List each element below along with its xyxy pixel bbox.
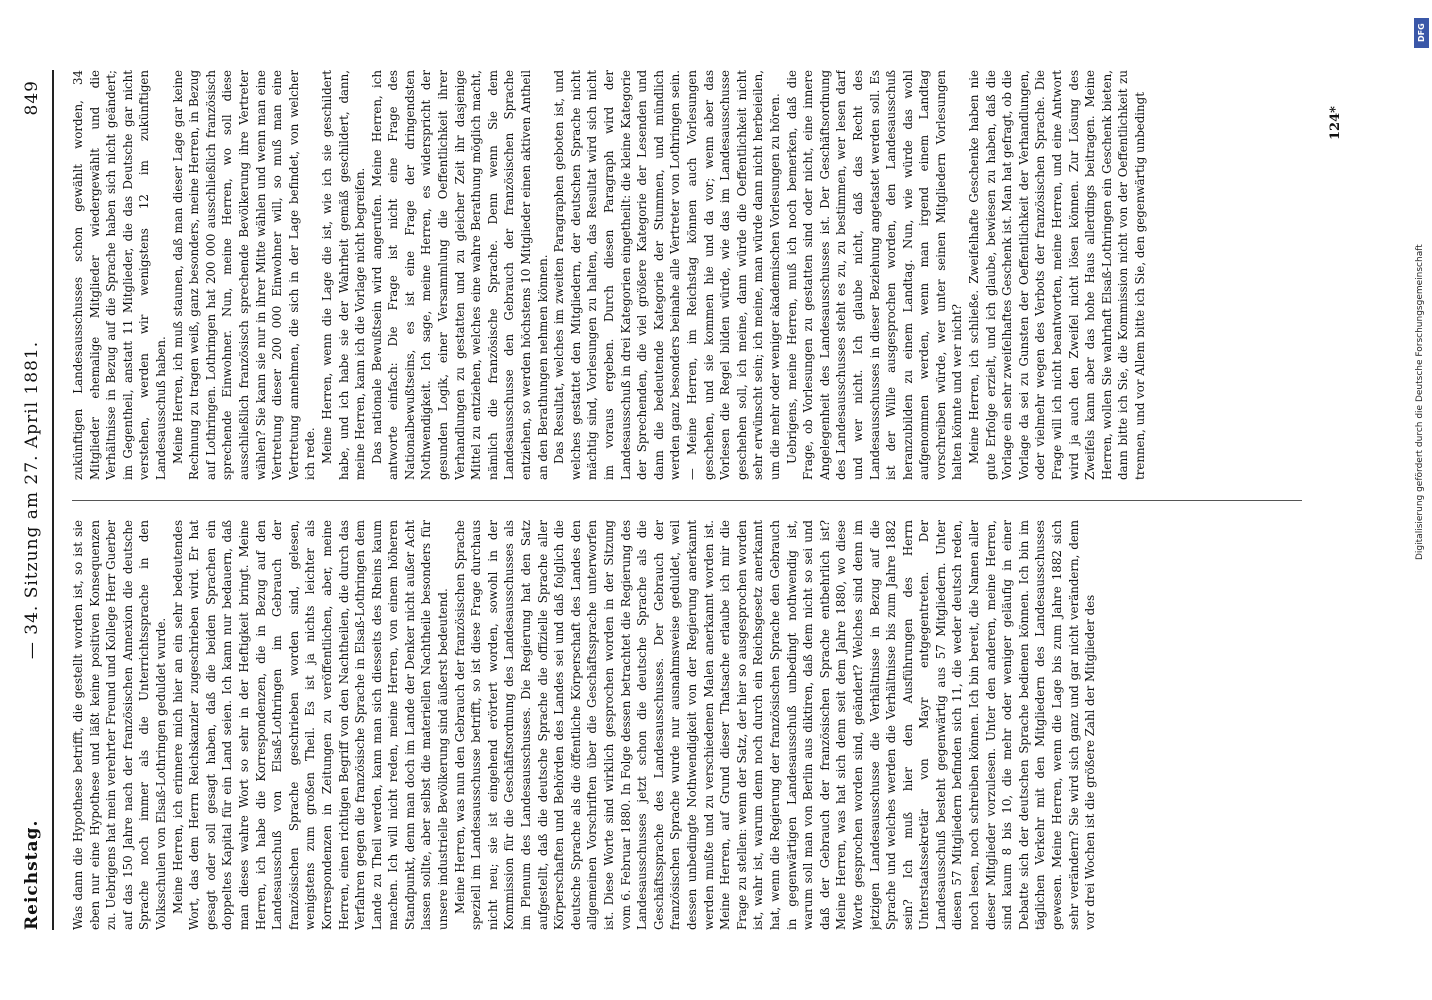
sheet-signature: 124*: [1328, 106, 1343, 140]
page-number: 849: [22, 80, 42, 116]
digitization-credit: Digitalisierung gefördert durch die Deutsche Forschungsgemeinschaft: [1415, 244, 1425, 560]
paragraph: Meine Herren, was nun den Gebrauch der französischen Sprache speziell im Landesausschusse betrifft, so ist diese Frage durchaus nicht neu; sie ist eingehend erörtert worden, sowohl in der Kommission für die Geschäftsordnung des Landesausschusses als im Plenum des Landesausschusses. Die Regierung hat den Satz aufgestellt, daß die deutsche Sprache die offizielle Sprache aller Körperschaften und Behörden des Landes sei und daß folglich die deutsche Sprache als die öffentliche Körperschaft des Landes den allgemeinen Vorschriften über die Geschäftssprache unterworfen ist. Diese Worte sind wirklich gesprochen worden in der Sitzung vom 6. Februar 1880. In Folge dessen betrachtet die Regierung des Landesausschusses jetzt schon die deutsche Sprache als die Geschäftssprache des Landesausschusses. Der Gebrauch der französischen Sprache wurde nur ausnahmsweise geduldet, weil dessen unbedingte Nothwendigkeit von der Regierung anerkannt werden mußte und zu verschiedenen Malen anerkannt worden ist. Meine Herren, auf Grund dieser Thatsache erlaube ich mir die Frage zu stellen: wenn der Satz, der hier so ausgesprochen worden ist, wahr ist, warum denn noch durch ein Reichsgesetz anerkannt hat, wenn die Regierung der französischen Sprache den Gebrauch in gegenwärtigen Landesausschuß unbedingt nothwendig ist, warum soll man von Berlin aus diktiren, daß dem nicht so sei und daß der Gebrauch der französischen Sprache entbehrlich ist? Meine Herren, was hat sich denn seit dem Jahre 1880, wo diese Worte gesprochen worden sind, geändert? Welches sind denn im jetzigen Landesausschusse die Verhältnisse in Bezug auf die Sprache und welches werden die Verhältnisse bis zum Jahre 1882 sein? Ich muß hier den Ausführungen des Herrn Unterstaatssekretär von Mayr entgegentreten. Der Landesausschuß besteht gegenwärtig aus 57 Mitgliedern. Unter diesen 57 Mitgliedern befinden sich 11, die weder deutsch reden, noch lesen, noch schreiben können. Ich bin bereit, die Namen aller dieser Mitglieder vorzulesen. Unter den anderen, meine Herren, sind kaum 8 bis 10, die mehr oder weniger geläufig in einer Debatte sich der deutschen Sprache bedienen können. Ich bin im täglichen Verkehr mit den Mitgliedern des Landesausschusses gewesen. Meine Herren, wenn die Lage bis zum Jahre 1882 sich sehr verändern? Sie wird sich ganz und gar nicht verändern, denn vor drei Wochen ist die größere Zahl der Mitglieder des: [452, 520, 1098, 930]
column-divider: [72, 500, 1302, 501]
digitization-sidebar: [1412, 0, 1432, 1000]
paragraph: zukünftigen Landesausschusses schon gewählt worden, 34 Mitglieder ehemalige Mitglieder wiedergewählt und die Verhältnisse in Bezug auf die Sprache haben sich nicht geändert; im Gegentheil, anstatt 11 Mitglieder, die das Deutsche gar nicht verstehen, werden wir wenigstens 12 im zukünftigen Landesausschuß haben.: [71, 70, 168, 480]
paragraph: Das nationale Bewußtsein wird angerufen. Meine Herren, ich antworte einfach: Die Frage ist nicht eine Frage des Nationalbewußtseins, es ist eine Frage der dringendsten Nothwendigkeit. Ich sage, meine Herren, es widerspricht der gesunden Logik, einer Versammlung die Oeffentlichkeit ihrer Verhandlungen zu gestatten und zu gleicher Zeit ihr dasjenige Mittel zu entziehen, welches eine wahre Berathung möglich macht, nämlich die französische Sprache. Denn wenn Sie dem Landesausschusse den Gebrauch der französischen Sprache entziehen, so werden höchstens 10 Mitglieder einen aktiven Antheil an den Berathungen nehmen können.: [369, 70, 550, 480]
header-rule: [52, 70, 54, 930]
header-publication: Reichstag.: [22, 819, 42, 930]
paragraph: Meine Herren, ich erinnere mich hier an ein sehr bedeutendes Wort, das dem Herrn Reichskanzler zugeschrieben wird. Er hat gesagt oder soll gesagt haben, daß die beiden Sprachen ein doppeltes Kapital für ein Land seien. Ich kann nur bedauern, daß man dieses wahre Wort so sehr in der Heftigkeit bringt. Meine Herren, ich habe die Korrespondenzen, die in Bezug auf den Landesausschuß von Elsaß-Lothringen im Gebrauch der französischen Sprache geschrieben worden sind, gelesen, wenigstens zum großen Theil. Es ist ja nichts leichter als Korrespondenzen in Zeitungen zu veröffentlichen, aber, meine Herren, einen richtigen Begriff von den Nachtheilen, die durch das Verfahren gegen die französische Sprache in Elsaß-Lothringen dem Lande zu Theil werden, kann man sich diesseits des Rheins kaum machen. Ich will nicht reden, meine Herren, von einem höheren Standpunkt, denn man doch im Lande der Denker nicht außer Acht lassen sollte, aber selbst die materiellen Nachtheile besonders für unsere industrielle Bevölkerung sind äußerst bedeutend.: [170, 520, 451, 930]
paragraph: Meine Herren, wenn die Lage die ist, wie ich sie geschildert habe, und ich habe sie der Wahrheit gemäß geschildert, dann, meine Herren, kann ich die Vorlage nicht begreifen.: [319, 70, 368, 480]
paragraph: Das Resultat, welches im zweiten Paragraphen geboten ist, und welches gestattet den Mitgliedern, der deutschen Sprache nicht mächtig sind, Vorlesungen zu halten, das Resultat wird sich nicht im voraus ergeben. Durch diesen Paragraph wird der Landesausschuß in drei Kategorien eingetheilt: die kleine Kategorie der Sprechenden, die viel größere Kategorie der Lesenden und dann die bedeutende Kategorie der Stummen, und mündlich werden ganz besonders beinahe alle Vertreter von Lothringen sein. — Meine Herren, im Reichstag können auch Vorlesungen geschehen, und sie kommen hie und da vor; wenn aber das Vorlesen die Regel bilden würde, wie das im Landesausschusse geschehen soll, ich meine, dann würde die Oeffentlichkeit nicht sehr erwünscht sein; ich meine, man würde dann nicht herbeieilen, um die mehr oder weniger akademischen Vorlesungen zu hören.: [552, 70, 782, 480]
left-column: [70, 520, 1320, 930]
page-header: [0, 0, 70, 1000]
paragraph: Meine Herren, ich schließe. Zweifelhafte Geschenke haben nie gute Erfolge erzielt, und ich glaube, bewiesen zu haben, daß die Vorlage ein sehr zweifelhaftes Geschenk ist. Man hat gefragt, ob die Vorlage da sei zu Gunsten der Oeffentlichkeit der Verhandlungen, oder vielmehr wegen des Verbots der französischen Sprache. Die Frage will ich nicht beantworten, meine Herren, und eine Antwort wird ja auch den Zweifel nicht lösen können. Zur Lösung des Zweifels kann aber das hohe Haus allerdings beitragen. Meine Herren, wollen Sie wahrhaft Elsaß-Lothringen ein Geschenk bieten, dann bitte ich Sie, die Kommission nicht von der Oeffentlichkeit zu trennen, und vor Allem bitte ich Sie, den gegenwärtig unbedingt: [967, 70, 1147, 480]
paragraph: Meine Herren, ich muß staunen, daß man dieser Lage gar keine Rechnung zu tragen weiß, ganz besonders, meine Herren, in Bezug auf Lothringen. Lothringen hat 200 000 ausschließlich französisch sprechende Einwohner. Nun, meine Herren, wo soll diese ausschließlich französisch sprechende Bevölkerung ihre Vertreter wählen? Sie kann sie nur in ihrer Mitte wählen und wenn man eine Vertretung dieser 200 000 Einwohner will, so muß man eine Vertretung annehmen, die sich in der Lage befindet, von welcher ich rede.: [170, 70, 318, 480]
paragraph: Was dann die Hypothese betrifft, die gestellt worden ist, so ist sie eben nur eine Hypothese und läßt keine positiven Konsequenzen zu. Uebrigens hat mein verehrter Freund und Kollege Herr Guerber auf das 150 Jahre nach der französischen Annexion die deutsche Sprache noch immer als die Unterrichtssprache in den Volksschulen von Elsaß-Lothringen geduldet wurde.: [71, 520, 168, 930]
dfg-logo-icon: DFG: [1414, 18, 1429, 48]
right-column: [70, 70, 1320, 480]
paragraph: Uebrigens, meine Herren, muß ich noch bemerken, daß die Frage, ob Vorlesungen zu gestatten sind oder nicht, eine innere Angelegenheit des Landesausschusses ist. Der Geschäftsordnung des Landesausschusses steht es zu, zu bestimmen, wer lesen darf und wer nicht. Ich glaube nicht, daß das Recht des Landesausschusses in dieser Beziehung angetastet werden soll. Es ist der Wille ausgesprochen worden, den Landesausschuß heranzubilden zu einem Landtag. Nun, wie würde das wohl aufgenommen werden, wenn man irgend einem Landtag vorschreiben würde, wer unter seinen Mitgliedern Vorlesungen halten könnte und wer nicht?: [784, 70, 965, 480]
header-session: — 34. Sitzung am 27. April 1881.: [22, 340, 42, 660]
